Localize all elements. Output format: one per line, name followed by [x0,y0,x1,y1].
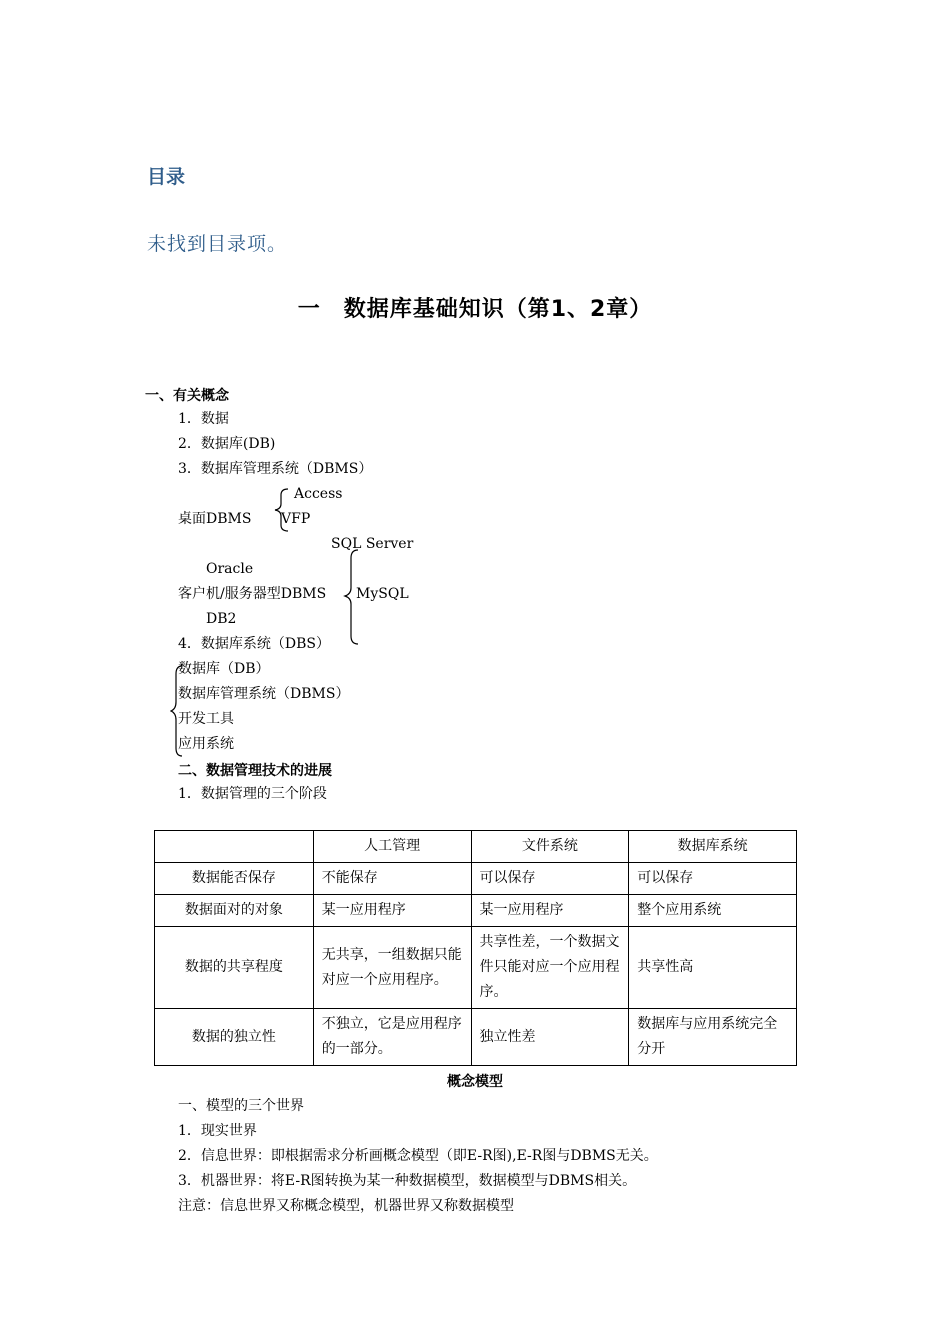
table-header-row [155,831,797,863]
item-dbms: 3．数据库管理系统（DBMS） [178,461,373,477]
table-cell: 独立性差 [471,1009,629,1066]
dbs-part-apps: 应用系统 [178,736,234,752]
toc-empty-message: 未找到目录项。 [147,233,288,255]
table-cell: 共享性差，一个数据文件只能对应一个应用程序。 [471,927,629,1009]
table-row [155,927,797,1009]
table-cell: 某一应用程序 [313,895,471,927]
three-stages-item: 1．数据管理的三个阶段 [178,786,327,802]
item-dbs: 4．数据库系统（DBS） [178,636,331,652]
dbs-part-db: 数据库（DB） [178,661,270,677]
desktop-option-access: Access [294,486,343,502]
table-row [155,895,797,927]
desktop-dbms-label: 桌面DBMS [178,511,252,527]
cs-brace [340,548,362,646]
concept-note: 注意：信息世界又称概念模型，机器世界又称数据模型 [178,1198,514,1214]
item-data: 1．数据 [178,411,229,427]
table-cell: 不能保存 [313,863,471,895]
table-cell: 可以保存 [471,863,629,895]
table-cell: 数据库与应用系统完全分开 [629,1009,797,1066]
table-cell: 数据面对的对象 [155,895,314,927]
concept-line: 一、模型的三个世界 [178,1098,304,1114]
item-db: 2．数据库(DB) [178,436,276,452]
table-header-cell: 人工管理 [313,831,471,863]
concept-line: 1．现实世界 [178,1123,257,1139]
section1-heading: 一、有关概念 [145,388,229,404]
cs-dbms-label: 客户机/服务器型DBMS [178,586,327,602]
dbs-part-tools: 开发工具 [178,711,234,727]
desktop-brace [270,487,292,533]
concept-line: 3．机器世界：将E-R图转换为某一种数据模型，数据模型与DBMS相关。 [178,1173,637,1189]
table-cell: 无共享，一组数据只能对应一个应用程序。 [313,927,471,1009]
table-cell: 某一应用程序 [471,895,629,927]
cs-option-sqlserver: SQL Server [331,536,414,552]
table-header-cell [155,831,314,863]
table-header-cell: 数据库系统 [629,831,797,863]
toc-title: 目录 [147,166,186,188]
table-cell: 数据能否保存 [155,863,314,895]
table-cell: 共享性高 [629,927,797,1009]
cs-option-mysql: MySQL [356,586,409,602]
table-header-cell: 文件系统 [471,831,629,863]
table-cell: 不独立，它是应用程序的一部分。 [313,1009,471,1066]
table-cell: 数据的共享程度 [155,927,314,1009]
stages-table [154,830,797,1066]
table-cell: 数据的独立性 [155,1009,314,1066]
section2-heading: 二、数据管理技术的进展 [178,763,332,779]
table-cell: 整个应用系统 [629,895,797,927]
cs-option-oracle: Oracle [206,561,254,577]
concept-line: 2．信息世界：即根据需求分析画概念模型（即E-R图),E-R图与DBMS无关。 [178,1148,658,1164]
table-cell: 可以保存 [629,863,797,895]
cs-option-db2: DB2 [206,611,237,627]
concept-model-title: 概念模型 [447,1074,503,1090]
table-row [155,1009,797,1066]
desktop-option-vfp: VFP [281,511,311,527]
table-row [155,863,797,895]
dbs-part-dbms: 数据库管理系统（DBMS） [178,686,350,702]
chapter-title: 一 数据库基础知识（第1、2章） [297,297,653,322]
